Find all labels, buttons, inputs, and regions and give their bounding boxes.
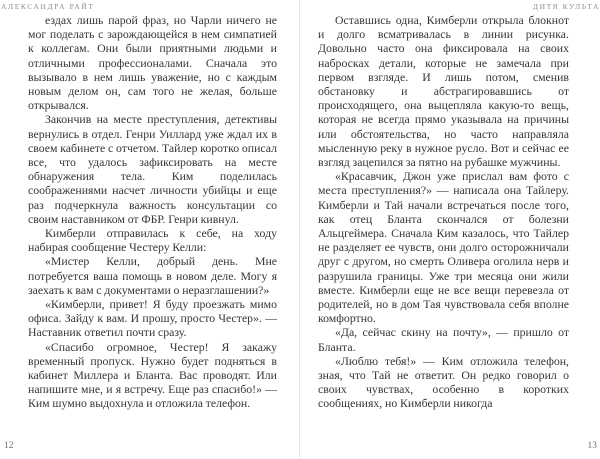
page-left-text	[28, 13, 277, 411]
running-head-author: АЛЕКСАНДРА РАЙТ	[1, 2, 95, 11]
paragraph: «Люблю тебя!» — Ким отложила телефон, зная, что Тай не ответит. Он редко говорил о своих чувствах, особенно в коротких сообщениях, но Кимберли никогда	[318, 353, 569, 411]
page-number-left: 12	[4, 441, 14, 451]
page-number-right: 13	[587, 441, 597, 451]
paragraph: «Спасибо огромное, Честер! Я закажу временный пропуск. Нужно будет подняться в кабинет Миллера и Бланта. Вас проводят. Или напишите мне, и я встречу. Еще раз спасибо!» — Ким шумно выдохнула и отложила телефон.	[28, 339, 277, 411]
page-right-text	[318, 13, 569, 411]
paragraph: «Кимберли, привет! Я буду проезжать мимо офиса. Зайду к вам. И прошу, просто Честер». — Наставник ответил почти сразу.	[28, 297, 277, 340]
page-right[interactable]	[318, 13, 569, 457]
page-left[interactable]	[28, 13, 277, 457]
paragraph: Кимберли отправилась к себе, на ходу набирая сообщение Честеру Келли:	[28, 226, 277, 255]
paragraph: Закончив на месте преступления, детективы вернулись в отдел. Генри Уиллард уже ждал их в своем кабинете с отчетом. Тайлер коротко описал все, что удалось зафиксировать на месте обнаружения тела. Ким поделилась соображениями насчет личности убийцы и еще раз подчеркнула важность консультации со своим наставником от ФБР. Генри кивнул.	[28, 112, 277, 226]
paragraph: «Мистер Келли, добрый день. Мне потребуется ваша помощь в новом деле. Могу я заехать к вам с документами о неразглашении?»	[28, 254, 277, 297]
paragraph: «Да, сейчас скину на почту», — пришло от Бланта.	[318, 325, 569, 354]
paragraph: ездах лишь парой фраз, но Чарли ничего не мог поделать с зарождающейся в нем симпатией к коллегам. Они были приятными людьми и отличными профессионалами. Сначала это вызывало в нем лишь уважение, но с каждым новым делом он, сам того не желая, больше открывался.	[28, 13, 277, 113]
paragraph: «Красавчик, Джон уже прислал вам фото с места преступления?» — написала она Тайлеру. Кимберли и Тай начали встречаться после того, как отец Бланта скончался от болезни Альцгеймера. Сначала Ким казалось, что Тайлер не разделяет ее чувств, они долго осторожничали друг с другом, но смерть Оливера оголила нерв и разрушила границы. Уже три месяца они жили вместе. Кимберли еще не все вещи перевезла от родителей, но в дом Тая чувствовала себя вполне комфортно.	[318, 169, 569, 326]
running-head-title: ДИТЯ КУЛЬТА	[532, 2, 600, 11]
page-divider	[299, 0, 300, 459]
paragraph: Оставшись одна, Кимберли открыла блокнот и долго всматривалась в линии рисунка. Довольно часто она фиксировала на своих набросках детали, которые не замечала при первом взгляде. И лишь потом, сменив обстановку и абстрагировавшись от происходящего, она выцепляла какую-то вещь, которая не всегда прямо указывала на причины или обстоятельства, но часто направляла мысленную реку в нужное русло. Вот и сейчас ее взгляд зацепился за пятно на рубашке мужчины.	[318, 13, 569, 170]
